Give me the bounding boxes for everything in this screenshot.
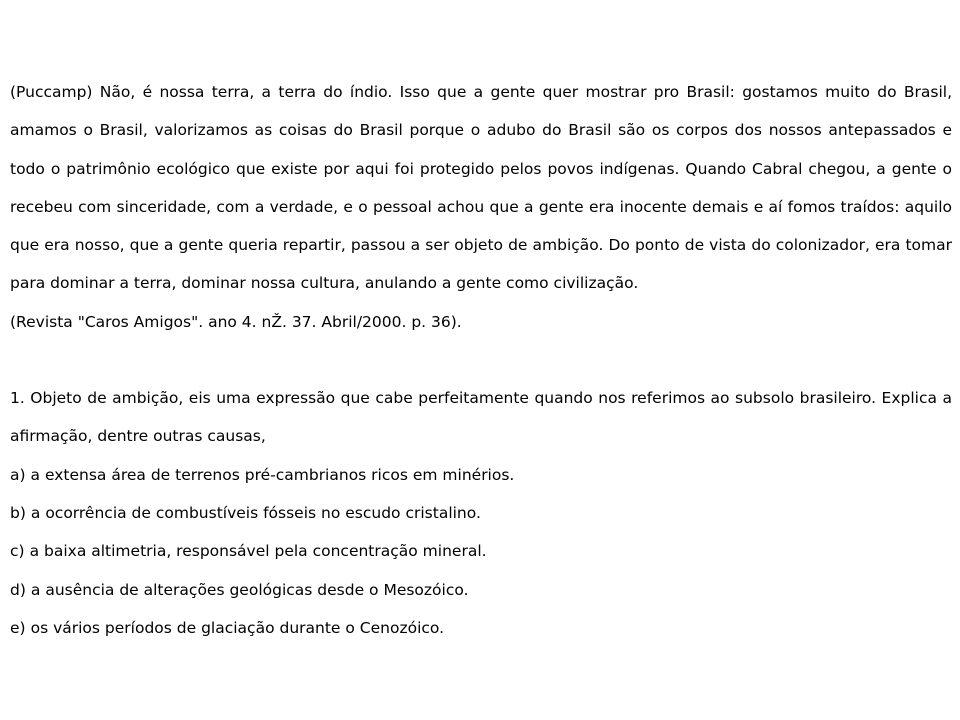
passage-source: (Revista "Caros Amigos". ano 4. nŽ. 37. Abril/2000. p. 36). — [10, 312, 462, 331]
answer-options — [10, 456, 952, 647]
option-a — [10, 456, 952, 494]
document-page — [10, 73, 952, 647]
option-letter: b) — [10, 503, 26, 522]
option-text: os vários períodos de glaciação durante o Cenozóico. — [30, 618, 445, 637]
option-letter: c) — [10, 542, 25, 561]
option-letter: a) — [10, 465, 26, 484]
option-text: a baixa altimetria, responsável pela concentração mineral. — [29, 542, 487, 561]
option-e — [10, 609, 952, 647]
option-text: a ausência de alterações geológicas desde o Mesozóico. — [30, 580, 469, 599]
option-b — [10, 494, 952, 532]
passage-text: (Puccamp) Não, é nossa terra, a terra do índio. Isso que a gente quer mostrar pro Brasil: gostamos muito do Brasil, amamos o Brasil, valorizamos as coisas do Brasil porque o adubo do Brasil são os corpos dos nossos antepassados e todo o patrimônio ecológico que existe por aqui foi protegido pelos povos indígenas. Quando Cabral chegou, a gente o recebeu com sinceridade, com a verdade, e o pessoal achou que a gente era inocente demais e aí fomos traídos: aquilo que era nosso, que a gente queria repartir, passou a ser objeto de ambição. Do ponto de vista do colonizador, era tomar para dominar a terra, dominar nossa cultura, anulando a gente como civilização. — [10, 83, 952, 293]
option-d — [10, 571, 952, 609]
option-text: a extensa área de terrenos pré-cambrianos ricos em minérios. — [30, 465, 515, 484]
option-c — [10, 532, 952, 570]
option-letter: d) — [10, 580, 26, 599]
spacer — [10, 341, 952, 379]
question-stem: 1. Objeto de ambição, eis uma expressão que cabe perfeitamente quando nos referimos ao subsolo brasileiro. Explica a afirmação, dentre outras causas, — [10, 389, 952, 446]
option-text: a ocorrência de combustíveis fósseis no escudo cristalino. — [30, 503, 481, 522]
option-letter: e) — [10, 618, 26, 637]
